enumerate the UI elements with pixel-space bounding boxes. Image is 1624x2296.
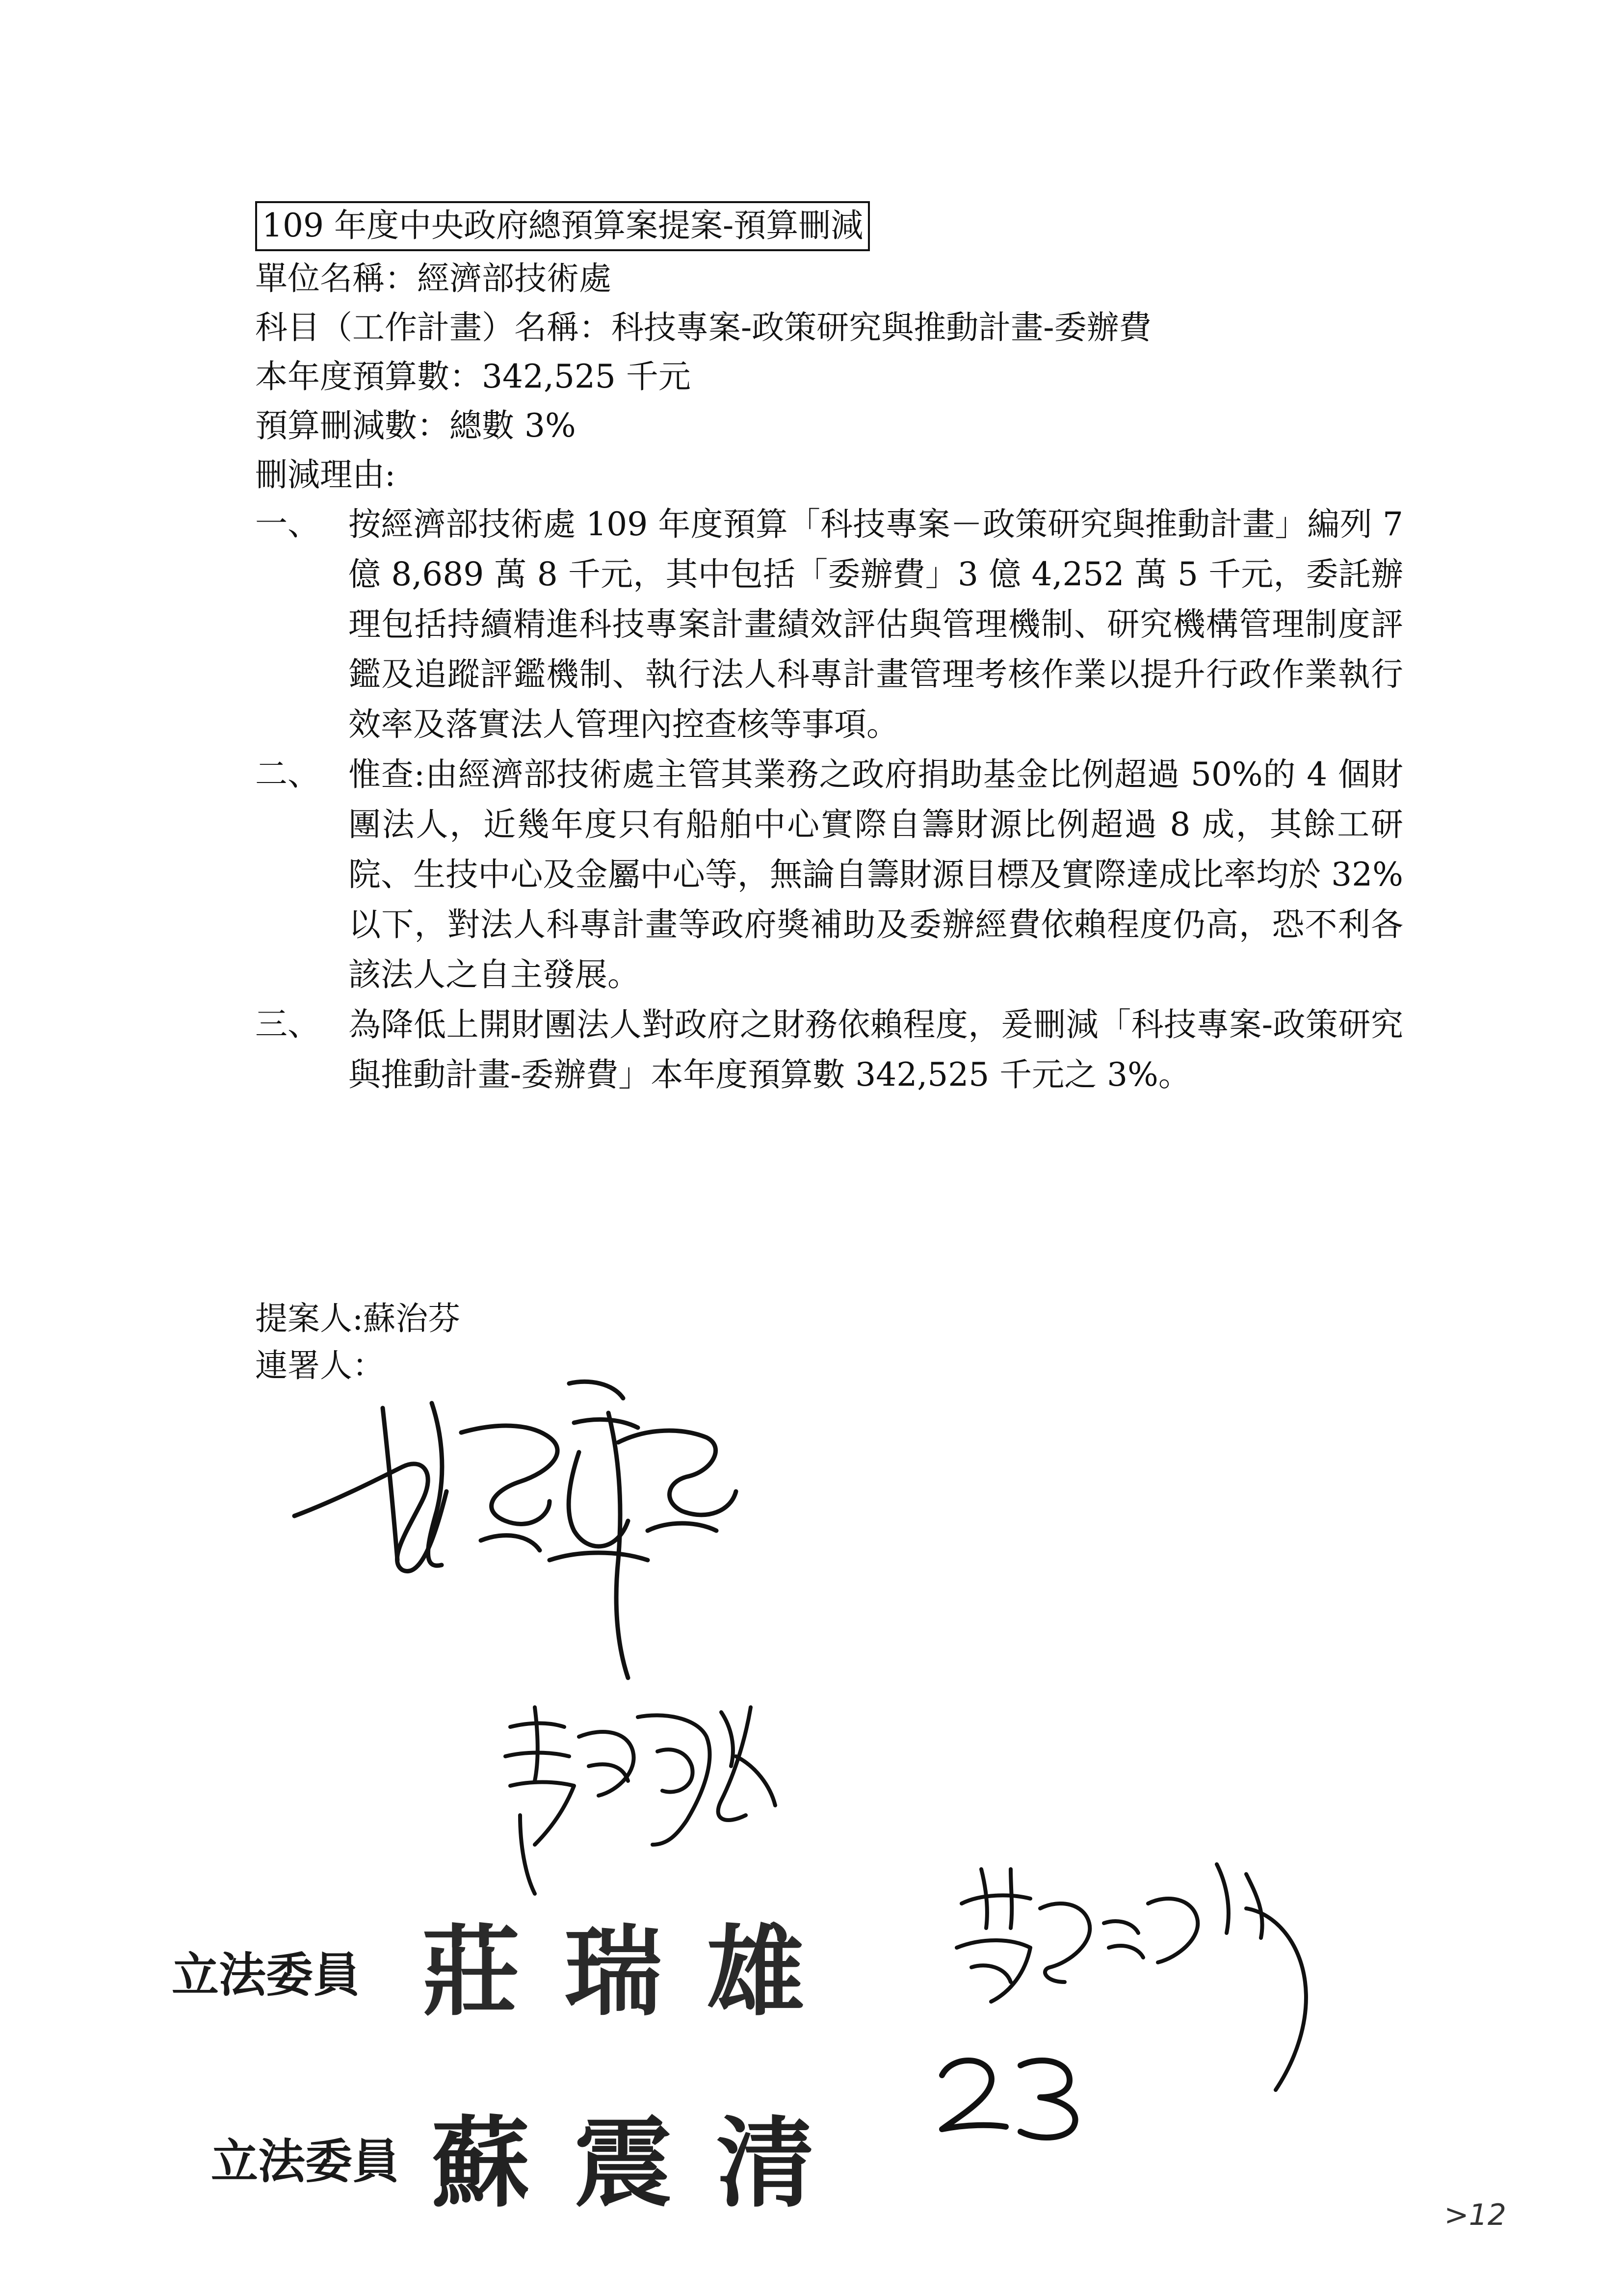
page-number: >12 xyxy=(1444,2198,1506,2232)
reason-number: 三、 xyxy=(255,1005,320,1043)
unit-name: 單位名稱：經濟部技術處 xyxy=(255,260,611,297)
stamp-label-2: 立法委員 xyxy=(211,2134,399,2189)
proposer-label: 提案人:蘇治芬 xyxy=(255,1300,461,1337)
reason-number: 一、 xyxy=(255,505,320,543)
signature-2 xyxy=(491,1697,795,1904)
stamp-label-1: 立法委員 xyxy=(172,1947,360,2003)
reason-heading: 刪減理由: xyxy=(255,456,396,494)
proposal-text xyxy=(255,201,1403,1100)
reason-item xyxy=(255,750,1403,1000)
document-title: 109 年度中央政府總預算案提案-預算刪減 xyxy=(255,201,870,251)
budget-amount: 本年度預算數：342,525 千元 xyxy=(255,358,691,395)
reason-text: 按經濟部技術處 109 年度預算「科技專案－政策研究與推動計畫」編列 7 億 8,689 萬 8 千元，其中包括「委辦費」3 億 4,252 萬 5 千元，委託辦理包括持續精進科技專案計畫績效評估與管理機制、研究機構管理制度評鑑及追蹤評鑑機制、執行法人科專計畫管理考核作業以提升行政作業執行效率及落實法人管理內控查核等事項。 xyxy=(348,505,1403,743)
reason-text: 惟查:由經濟部技術處主管其業務之政府捐助基金比例超過 50%的 4 個財團法人，近幾年度只有船舶中心實際自籌財源比例超過 8 成，其餘工研院、生技中心及金屬中心等，無論自籌財源目標及實際達成比率均於 32%以下，對法人科專計畫等政府獎補助及委辦經費依賴程度仍高，恐不利各該法人之自主發展。 xyxy=(348,756,1403,993)
reason-text: 為降低上開財團法人對政府之財務依賴程度，爰刪減「科技專案-政策研究與推動計畫-委辦費」本年度預算數 342,525 千元之 3%。 xyxy=(348,1006,1403,1094)
handwritten-number xyxy=(932,2046,1089,2144)
budget-cut: 預算刪減數：總數 3% xyxy=(255,407,576,444)
stamp-name-1: 莊瑞雄 xyxy=(422,1914,849,2030)
reason-number: 二、 xyxy=(255,755,320,793)
subject-name: 科目（工作計畫）名稱：科技專案-政策研究與推動計畫-委辦費 xyxy=(255,309,1152,346)
signature-1 xyxy=(275,1354,814,1697)
reason-item xyxy=(255,499,1403,750)
reason-item xyxy=(255,1000,1403,1100)
cosigner-label: 連署人： xyxy=(255,1347,385,1384)
stamp-name-2: 蘇震清 xyxy=(432,2106,859,2221)
